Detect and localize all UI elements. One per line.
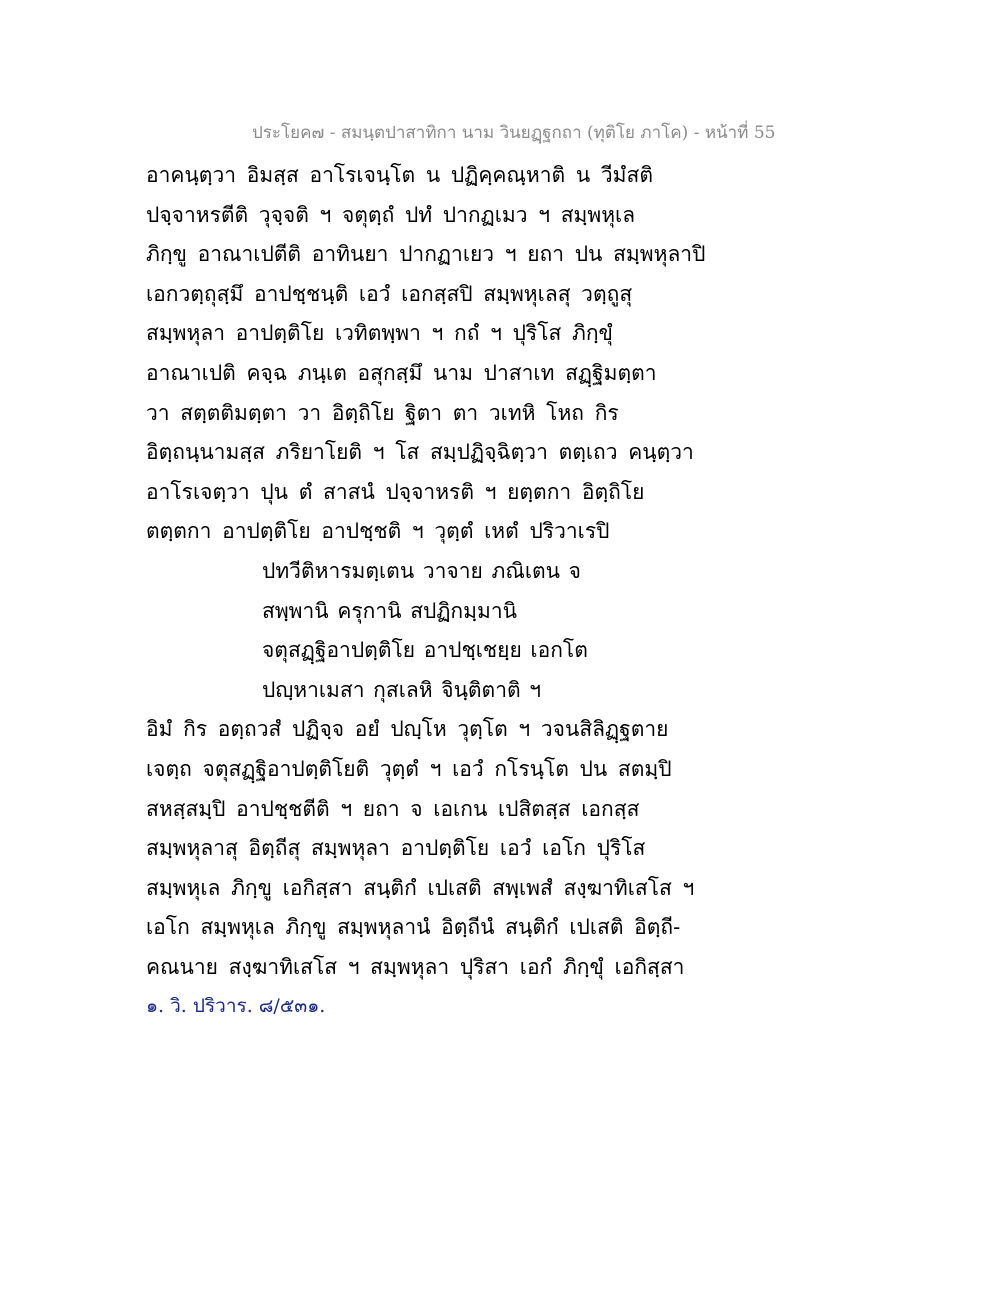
text-line: ตตฺตกา อาปตฺติโย อาปชฺชติ ฯ วุตฺตํ เหตํ ปริวาเรปิ	[146, 519, 610, 544]
text-line: สมฺพหุเล ภิกฺขู เอกิสฺสา สนฺติกํ เปเสติ สพฺเพสํ สงฺฆาทิเสโส ฯ	[146, 875, 695, 900]
text-line: อาคนฺตฺวา อิมสฺส อาโรเจนฺโต น ปฏิคฺคณฺหาติ น วีมํสติ	[146, 163, 653, 187]
verse-line: ปญฺหาเมสา กุสเลหิ จินฺติตาติ ฯ	[262, 677, 542, 702]
body-text	[146, 156, 706, 1027]
text-line: ภิกฺขู อาณาเปตีติ อาทินยา ปากฏาเยว ฯ ยถา ปน สมฺพหุลาปิ	[146, 242, 706, 267]
text-line: คณนาย สงฺฆาทิเสโส ฯ สมฺพหุลา ปุริสา เอกํ ภิกฺขุํ เอกิสฺสา	[146, 954, 685, 979]
text-line: วา สตฺตติมตฺตา วา อิตฺถิโย ฐิตา ตา วเทหิ โหถ กิร	[146, 400, 619, 425]
text-line: เจตฺถ จตุสฏฺฐิอาปตฺติโยติ วุตฺตํ ฯ เอวํ กโรนฺโต ปน สตมฺปิ	[146, 756, 672, 781]
page-header: ประโยค๗ - สมนฺตปาสาทิกา นาม วินยฏฺฐกถา (ทุติโย ภาโค) - หน้าที่ 55	[252, 123, 776, 143]
footnote: ๑. วิ. ปริวาร. ๘/๕๓๑.	[146, 995, 326, 1018]
text-line: อิมํ กิร อตฺถวสํ ปฏิจฺจ อยํ ปญฺโห วุตฺโต ฯ วจนสิลิฏฺฐตาย	[146, 717, 669, 742]
text-line: สมฺพหุลา อาปตฺติโย เวทิตพฺพา ฯ กถํ ฯ ปุริโส ภิกฺขุํ	[146, 321, 613, 346]
text-line: สหสฺสมฺปิ อาปชฺชตีติ ฯ ยถา จ เอเกน เปสิตสฺส เอกสฺส	[146, 796, 640, 821]
verse-line: สพฺพานิ ครุกานิ สปฏิกมฺมานิ	[262, 598, 517, 623]
text-line: อาณาเปติ คจฺฉ ภนฺเต อสุกสฺมึ นาม ปาสาเท สฏฺฐิมตฺตา	[146, 360, 657, 385]
verse-line: ปทวีติหารมตฺเตน วาจาย ภณิเตน จ	[262, 558, 581, 583]
verse-line: จตุสฏฺฐิอาปตฺติโย อาปชฺเชยฺย เอกโต	[262, 638, 588, 663]
text-line: อิตฺถนฺนามสฺส ภริยาโยติ ฯ โส สมฺปฏิจฺฉิตฺวา ตตฺเถว คนฺตฺวา	[146, 440, 694, 465]
text-line: เอกวตฺถุสฺมึ อาปชฺชนฺติ เอวํ เอกสฺสปิ สมฺพหุเลสุ วตฺถูสุ	[146, 281, 633, 306]
text-line: สมฺพหุลาสุ อิตฺถีสุ สมฺพหุลา อาปตฺติโย เอวํ เอโก ปุริโส	[146, 836, 646, 861]
text-line: เอโก สมฺพหุเล ภิกฺขู สมฺพหุลานํ อิตฺถีนํ สนฺติกํ เปเสติ อิตฺถี-	[146, 915, 681, 940]
text-line: อาโรเจตฺวา ปุน ตํ สาสนํ ปจฺจาหรติ ฯ ยตฺตกา อิตฺถิโย	[146, 479, 645, 504]
text-line: ปจฺจาหรตีติ วุจฺจติ ฯ จตุตฺถํ ปทํ ปากฏเมว ฯ สมฺพหุเล	[146, 202, 636, 227]
